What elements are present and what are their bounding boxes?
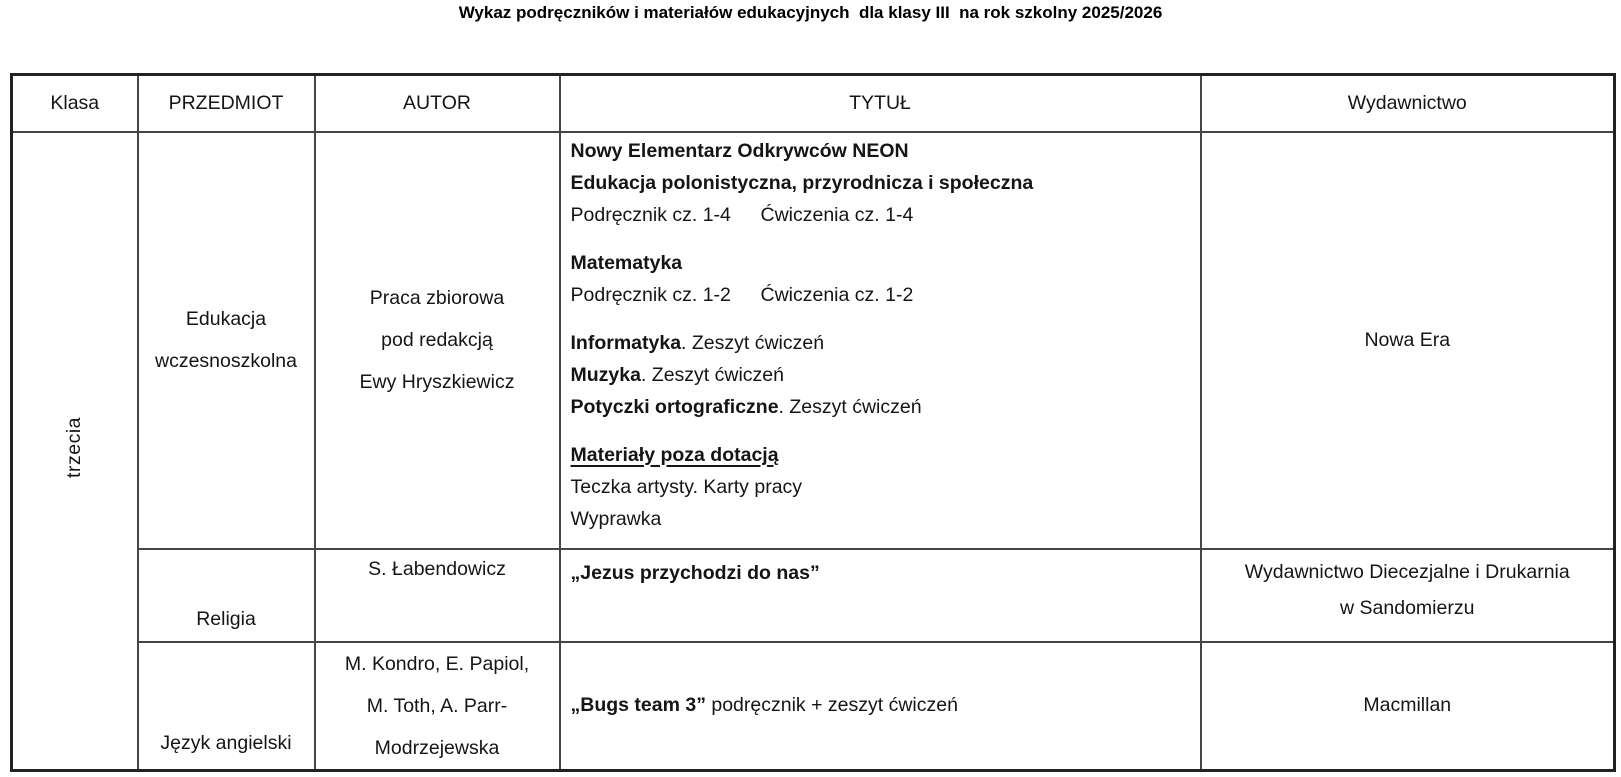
book-title: „Bugs team 3” bbox=[570, 694, 706, 716]
cell-autor-row1 bbox=[315, 132, 560, 549]
autor-line: M. Kondro, E. Papiol, bbox=[344, 652, 530, 675]
book-title: „Jezus przychodzi do nas” bbox=[570, 561, 820, 584]
przedmiot-line: wczesnoszkolna bbox=[155, 350, 297, 372]
table-header-row bbox=[12, 75, 1615, 132]
page-title: Wykaz podręczników i materiałów edukacyjnych dla klasy III na rok szkolny 2025/2026 bbox=[458, 3, 1163, 22]
publisher-name: Nowa Era bbox=[1364, 328, 1451, 351]
autor-line: Modrzejewska bbox=[374, 736, 500, 759]
autor-line: Praca zbiorowa bbox=[369, 287, 505, 309]
table-row bbox=[12, 642, 1615, 771]
cell-przedmiot-angielski bbox=[138, 642, 315, 771]
header-klasa: Klasa bbox=[12, 75, 138, 132]
title-line-bold: Matematyka bbox=[570, 251, 683, 274]
title-line: Podręcznik cz. 1-2 Ćwiczenia cz. 1-2 bbox=[570, 283, 914, 306]
cell-autor-row3 bbox=[315, 642, 560, 771]
cell-klasa-trzecia bbox=[12, 132, 138, 771]
spacer bbox=[571, 311, 1192, 327]
cell-tytul-row2 bbox=[560, 549, 1201, 642]
header-przedmiot: PRZEDMIOT bbox=[138, 75, 315, 132]
title-line-heading: Materiały poza dotacją bbox=[570, 443, 779, 466]
book-title-suffix: podręcznik + zeszyt ćwiczeń bbox=[705, 694, 958, 716]
publisher-line: w Sandomierzu bbox=[1340, 596, 1475, 619]
textbook-table bbox=[10, 73, 1616, 772]
cell-przedmiot-religia bbox=[138, 549, 315, 642]
title-line: Podręcznik cz. 1-4 Ćwiczenia cz. 1-4 bbox=[570, 203, 914, 226]
header-wydawnictwo: Wydawnictwo bbox=[1201, 75, 1615, 132]
spacer bbox=[571, 231, 1192, 247]
cell-przedmiot-edukacja bbox=[138, 132, 315, 549]
table-row bbox=[12, 549, 1615, 642]
title-line: Muzyka. Zeszyt ćwiczeń bbox=[570, 363, 784, 386]
title-line: Teczka artysty. Karty pracy bbox=[570, 475, 803, 498]
header-tytul: TYTUŁ bbox=[560, 75, 1201, 132]
title-line-bold: Nowy Elementarz Odkrywców NEON bbox=[570, 139, 909, 162]
cell-wydawnictwo-row2 bbox=[1201, 549, 1615, 642]
cell-tytul-row3 bbox=[560, 642, 1201, 771]
cell-tytul-row1 bbox=[560, 132, 1201, 549]
publisher-name: Macmillan bbox=[1363, 694, 1452, 716]
autor-line: pod redakcją bbox=[381, 329, 493, 351]
spacer bbox=[571, 423, 1192, 439]
autor-line: Ewy Hryszkiewicz bbox=[359, 371, 515, 393]
header-autor: AUTOR bbox=[315, 75, 560, 132]
autor-line: M. Toth, A. Parr- bbox=[366, 694, 508, 717]
klasa-vertical-label: trzecia bbox=[63, 417, 86, 478]
table-row bbox=[12, 132, 1615, 549]
title-line: Wyprawka bbox=[570, 507, 662, 530]
title-line-bold: Edukacja polonistyczna, przyrodnicza i społeczna bbox=[570, 171, 1034, 194]
cell-wydawnictwo-row3 bbox=[1201, 642, 1615, 771]
subject-name: Język angielski bbox=[160, 731, 292, 754]
przedmiot-line: Edukacja bbox=[185, 308, 267, 330]
subject-name: Religia bbox=[196, 607, 256, 630]
title-line: Informatyka. Zeszyt ćwiczeń bbox=[570, 331, 825, 354]
cell-autor-row2 bbox=[315, 549, 560, 642]
autor-name: S. Łabendowicz bbox=[368, 557, 506, 580]
title-line: Potyczki ortograficzne. Zeszyt ćwiczeń bbox=[570, 395, 922, 418]
publisher-line: Wydawnictwo Diecezjalne i Drukarnia bbox=[1244, 560, 1570, 583]
cell-wydawnictwo-row1 bbox=[1201, 132, 1615, 549]
